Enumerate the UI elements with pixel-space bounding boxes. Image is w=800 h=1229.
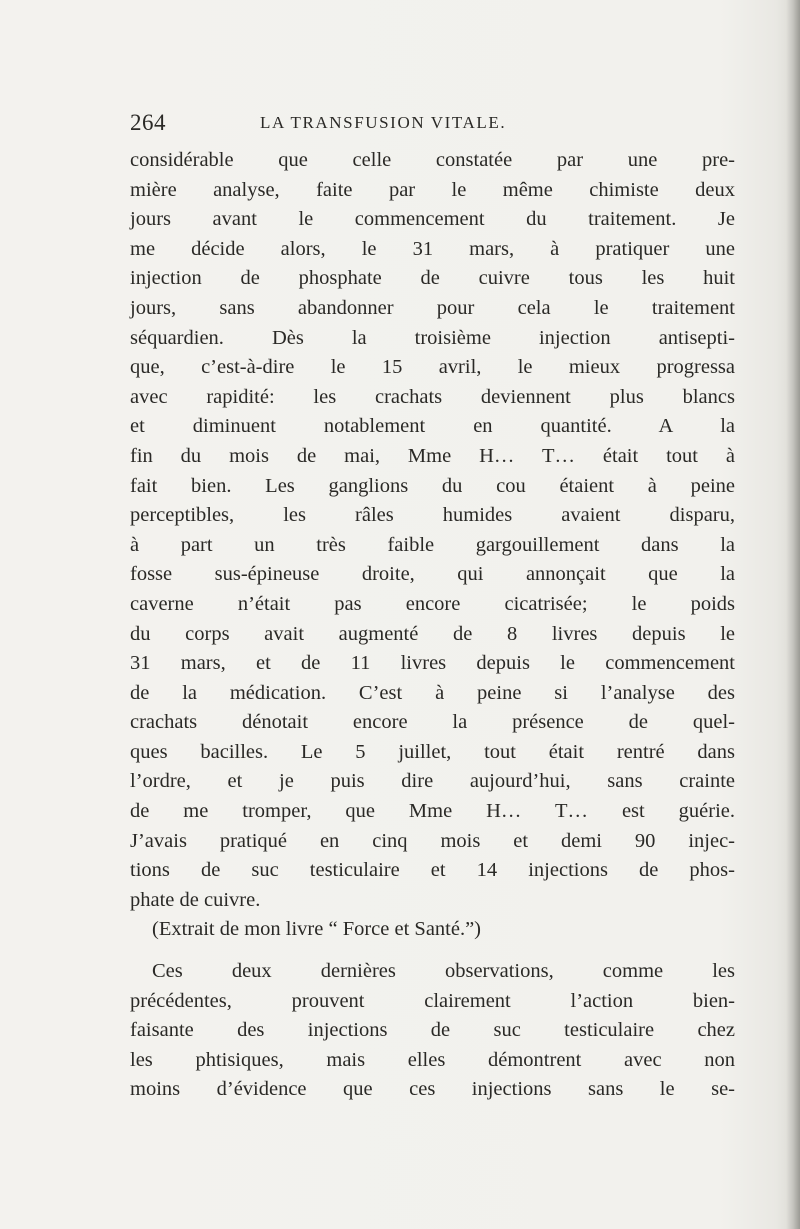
text-line: jours avant le commencement du traitement. Je [130,208,735,231]
text-line: caverne n’était pas encore cicatrisée; le poids [130,592,735,615]
text-line: injection de phosphate de cuivre tous les huit [130,267,735,290]
page-number: 264 [130,110,166,135]
text-line: Ces deux dernières observations, comme les [152,960,735,983]
citation-line: (Extrait de mon livre “ Force et Santé.”) [152,918,482,941]
page-header [130,110,730,140]
body-text [130,146,735,1105]
text-line: crachats dénotait encore la présence de quel- [130,711,735,734]
text-line: ques bacilles. Le 5 juillet, tout était rentré dans [130,740,735,763]
text-line: de la médication. C’est à peine si l’analyse des [130,681,735,704]
text-line: fait bien. Les ganglions du cou étaient à peine [130,474,735,497]
paragraph-spacer [130,945,735,957]
text-line: 31 mars, et de 11 livres depuis le commencement [130,652,735,675]
text-line: jours, sans abandonner pour cela le traitement [130,296,735,319]
text-line: du corps avait augmenté de 8 livres depuis le [130,622,735,645]
text-line: que, c’est-à-dire le 15 avril, le mieux progressa [130,356,735,379]
text-line: fin du mois de mai, Mme H… T… était tout à [130,444,735,467]
text-line: phate de cuivre. [130,888,261,911]
text-line: me décide alors, le 31 mars, à pratiquer une [130,237,735,260]
text-line: de me tromper, que Mme H… T… est guérie. [130,800,735,823]
text-line: à part un très faible gargouillement dans la [130,533,735,556]
text-line: tions de suc testiculaire et 14 injections de phos- [130,859,735,882]
text-line: précédentes, prouvent clairement l’action bien- [130,989,735,1012]
text-line: considérable que celle constatée par une pre- [130,149,735,171]
text-line: fosse sus-épineuse droite, qui annonçait que la [130,563,735,586]
text-line: faisante des injections de suc testiculaire chez [130,1019,735,1042]
text-line: J’avais pratiqué en cinq mois et demi 90 injec- [130,829,735,852]
text-line: avec rapidité: les crachats deviennent plus blancs [130,385,735,408]
page-edge-shadow [786,0,800,1229]
text-line: mière analyse, faite par le même chimiste deux [130,178,735,201]
running-head: LA TRANSFUSION VITALE. [260,113,507,132]
text-line: et diminuent notablement en quantité. A la [130,415,735,438]
text-line: l’ordre, et je puis dire aujourd’hui, sans crainte [130,770,735,793]
text-line: les phtisiques, mais elles démontrent avec non [130,1048,735,1071]
text-line: perceptibles, les râles humides avaient disparu, [130,504,735,527]
text-line: moins d’évidence que ces injections sans le se- [130,1078,735,1101]
text-line: séquardien. Dès la troisième injection antisepti- [130,326,735,349]
